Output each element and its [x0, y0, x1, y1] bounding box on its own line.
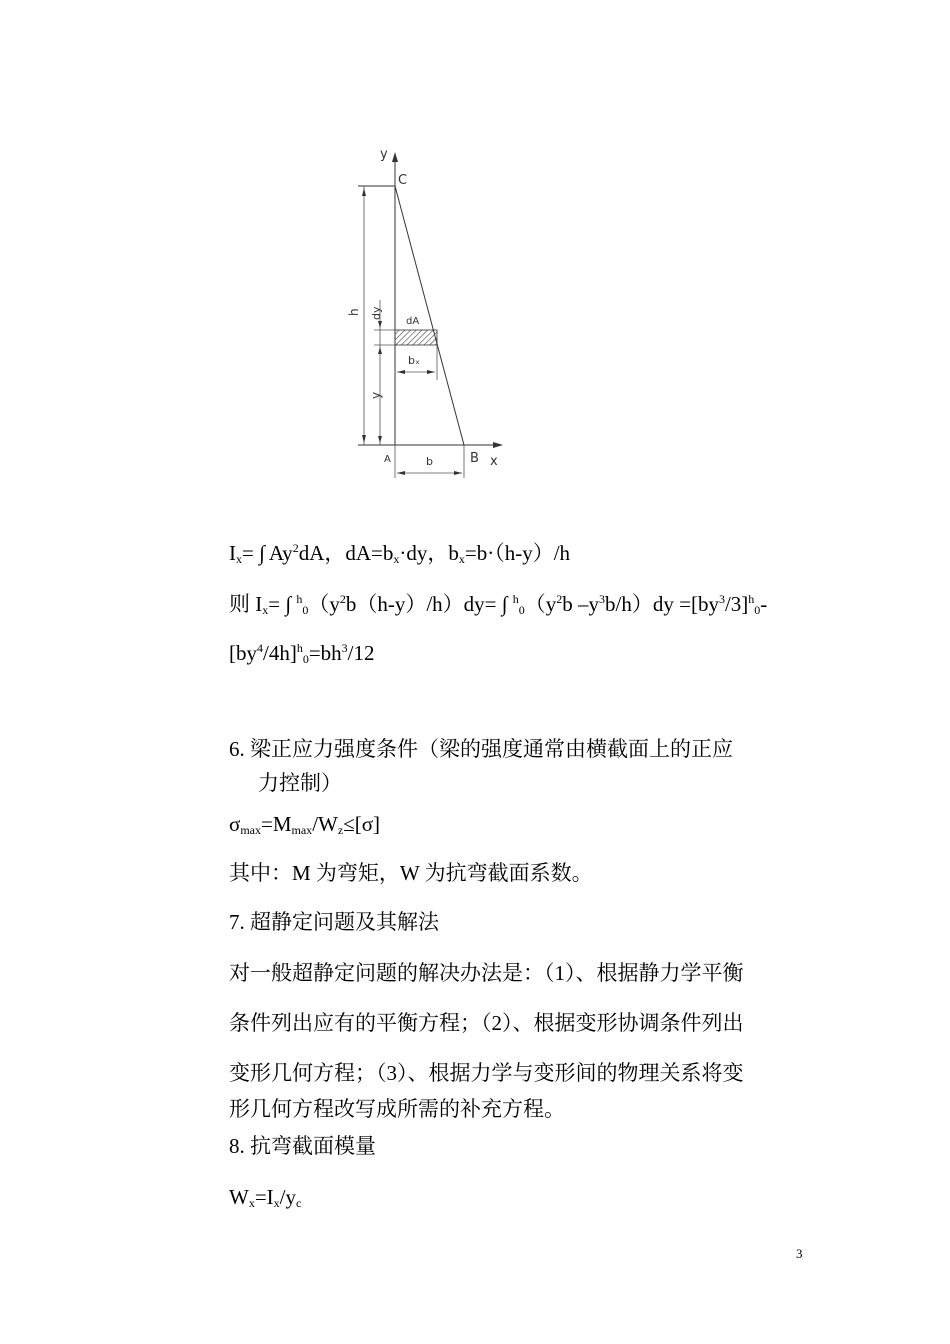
y-dim-label: y: [369, 391, 383, 399]
h-label: h: [347, 308, 361, 316]
da-label: dA: [406, 316, 420, 327]
point-a-label: A: [384, 454, 391, 465]
equation-ix-integral: $I_x=$ ∫ Ay$^2$dA，$dA=b_x\cdot dy$，$b_x=b\cdot(h-y)/h$: [229, 541, 571, 566]
section-6-heading-cont: 力控制）: [258, 771, 342, 795]
bx-label: bₓ: [408, 354, 420, 367]
point-b-label: B: [470, 451, 479, 466]
equation-ix-derivation: 则 $I_x=$ ∫ $^h_0(y^2b(h-y)/h)dy=$ ∫ $^h_0(y^2b$ $-y^3b/h)dy =[by^3/3]^h_0-$: [229, 592, 768, 617]
section-8-heading: 8. 抗弯截面模量: [229, 1134, 376, 1158]
section-7-paragraph-line-2: 条件列出应有的平衡方程；（2）、根据变形协调条件列出: [229, 1011, 744, 1035]
section-7-paragraph-line-4: 形几何方程改写成所需的补充方程。: [229, 1097, 565, 1121]
triangle-section-figure: [340, 140, 520, 480]
y-axis-label: y: [380, 147, 388, 162]
section-6-heading: 6. 梁正应力强度条件（梁的强度通常由横截面上的正应: [229, 737, 733, 761]
page-number: 3: [796, 1246, 803, 1261]
section-7-paragraph-line-1: 对一般超静定问题的解决办法是：（1）、根据静力学平衡: [229, 961, 744, 985]
b-label: b: [426, 455, 433, 468]
triangle-section-diagram: [340, 140, 520, 480]
y-axis-arrow: [392, 152, 398, 162]
section-7-heading: 7. 超静定问题及其解法: [229, 910, 439, 934]
x-axis-arrow: [493, 442, 503, 448]
dy-label: dy: [370, 306, 383, 320]
x-axis-label: x: [490, 454, 498, 469]
point-c-label: C: [398, 173, 408, 188]
equation-wx: $W_x=I_x/y_c$: [229, 1185, 302, 1210]
where-text: 其中：M 为弯矩，W 为抗弯截面系数。: [229, 861, 593, 885]
equation-ix-result: $[by^4/4h]^h_0=bh^3/12$: [229, 641, 375, 666]
da-strip: [395, 330, 437, 345]
section-7-paragraph-line-3: 变形几何方程；（3）、根据力学与变形间的物理关系将变: [229, 1061, 744, 1085]
equation-sigma-max: $\sigma_{max}=M_{max}/W_z\le[\sigma]$: [229, 812, 381, 837]
